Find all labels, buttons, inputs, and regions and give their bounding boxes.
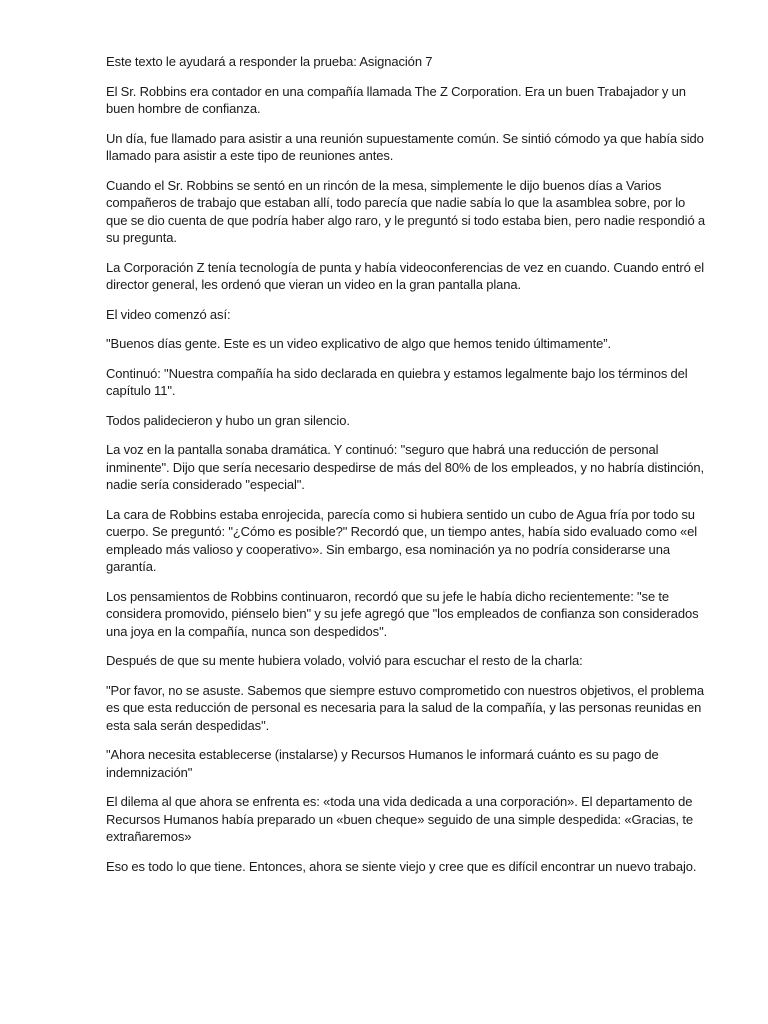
paragraph: La cara de Robbins estaba enrojecida, parecía como si hubiera sentido un cubo de Agua fría por todo su cuerpo. Se preguntó: "¿Cómo es posible?" Recordó que, un tiempo antes, había sido evaluado como «el empleado más valioso y cooperativo». Sin embargo, esa nominación ya no podría considerarse una garantía. — [106, 506, 698, 574]
paragraph: Continuó: "Nuestra compañía ha sido declarada en quiebra y estamos legalmente bajo los términos del capítulo 11". — [106, 365, 688, 398]
paragraph: La Corporación Z tenía tecnología de punta y había videoconferencias de vez en cuando. Cuando entró el director general, les ordenó que vieran un video en la gran pantalla plana. — [106, 259, 705, 292]
paragraph-intro: Este texto le ayudará a responder la prueba: Asignación 7 — [106, 54, 433, 69]
paragraph: Cuando el Sr. Robbins se sentó en un rincón de la mesa, simplemente le dijo buenos días a Varios compañeros de trabajo que estaban allí, todo parecía que nadie sabía lo que la asamblea sobre, por lo que se dio cuenta de que podría haber algo raro, y le preguntó si todo estaba bien, pero nadie respondió a su pregunta. — [106, 177, 706, 245]
paragraph: Un día, fue llamado para asistir a una reunión supuestamente común. Se sintió cómodo ya que había sido llamado para asistir a este tipo de reuniones antes. — [106, 130, 704, 163]
paragraph: "Por favor, no se asuste. Sabemos que siempre estuvo comprometido con nuestros objetivos, el problema es que esta reducción de personal es necesaria para la salud de la compañía, y las personas reunidas en esta sala serán despedidas". — [106, 682, 704, 733]
paragraph: La voz en la pantalla sonaba dramática. Y continuó: "seguro que habrá una reducción de personal inminente". Dijo que sería necesario despedirse de más del 80% de los empleados, y no habría distinción, nadie sería considerado "especial". — [106, 442, 705, 492]
paragraph: "Buenos días gente. Este es un video explicativo de algo que hemos tenido últimamente”. — [106, 336, 611, 351]
paragraph: Los pensamientos de Robbins continuaron, recordó que su jefe le había dicho recientemente: "se te considera promovido, piénselo bien" y su jefe agregó que "los empleados de confianza son considerados una joya en la compañía, nunca son despedidos". — [106, 588, 699, 639]
paragraph: "Ahora necesita establecerse (instalarse) y Recursos Humanos le informará cuánto es su pago de indemnización" — [106, 747, 659, 780]
paragraph: Todos palidecieron y hubo un gran silencio. — [106, 412, 350, 428]
paragraph: El Sr. Robbins era contador en una compañía llamada The Z Corporation. Era un buen Trabajador y un buen hombre de confianza. — [106, 83, 686, 116]
paragraph: El video comenzó así: — [106, 306, 231, 322]
paragraph: El dilema al que ahora se enfrenta es: «toda una vida dedicada a una corporación». El departamento de Recursos Humanos había preparado un «buen cheque» seguido de una simple despedida: «Gracias, te extrañaremos» — [106, 794, 694, 844]
paragraph: Eso es todo lo que tiene. Entonces, ahora se siente viejo y cree que es difícil encontrar un nuevo trabajo. — [106, 858, 697, 874]
paragraph: Después de que su mente hubiera volado, volvió para escuchar el resto de la charla: — [106, 653, 583, 668]
